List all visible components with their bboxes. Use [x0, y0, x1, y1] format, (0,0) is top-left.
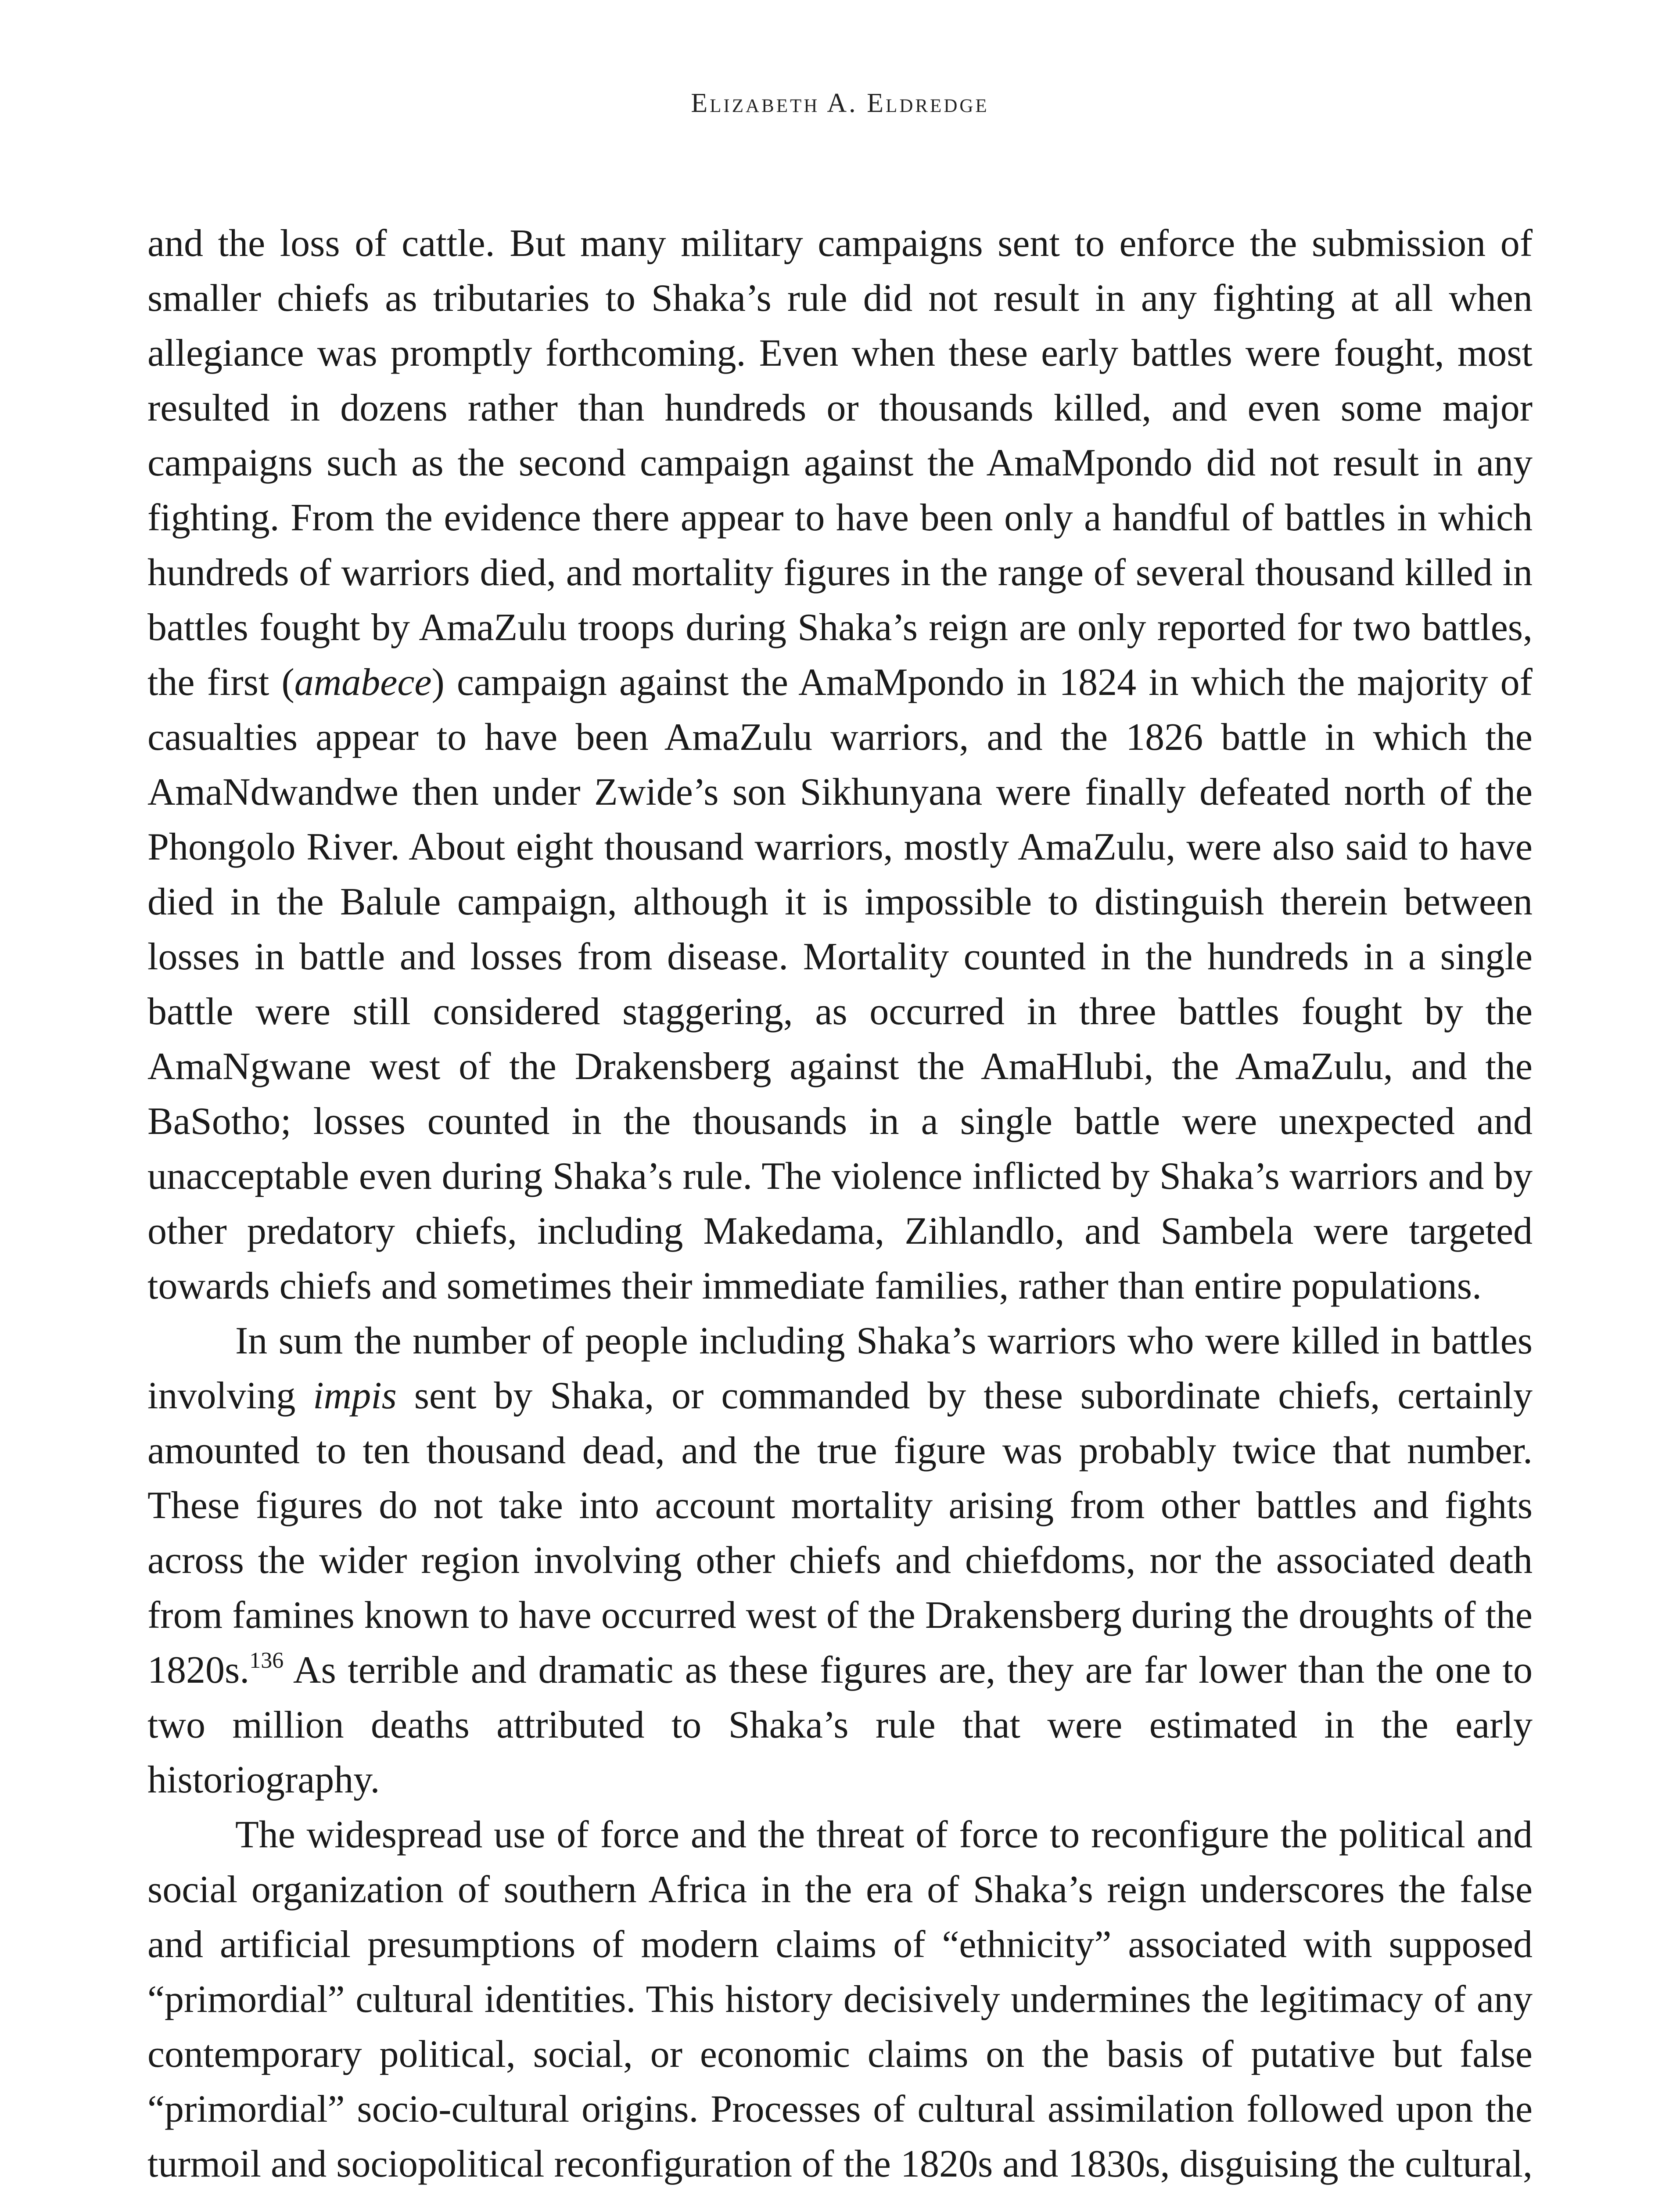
running-head: Elizabeth A. Eldredge	[691, 88, 989, 118]
paragraph-2-text-b: sent by Shaka, or commanded by these subordinate chiefs, certainly amounted to ten thousand dead, and the true figure was probably twice that number. These figures do not take into account mortality arising from other battles and fights across the wider region involving other chiefs and chiefdoms, nor the associated death from famines known to have occurred west of the Drakensberg during the droughts of the 1820s.	[147, 1375, 1533, 1691]
footnote-ref-136[interactable]: 136	[249, 1648, 284, 1673]
italic-term-impis: impis	[313, 1375, 397, 1417]
paragraph-1-text-a: and the loss of cattle. But many military campaigns sent to enforce the submission of smaller chiefs as tributaries to Shaka’s rule did not result in any fighting at all when allegiance was promptly forthcoming. Even when these early battles were fought, most resulted in dozens rather than hundreds or thousands killed, and even some major campaigns such as the second campaign against the AmaMpondo did not result in any fighting. From the evidence there appear to have been only a handful of battles in which hundreds of warriors died, and mortality figures in the range of several thousand killed in battles fought by AmaZulu troops during Shaka’s reign are only reported for two battles, the first (	[147, 222, 1533, 704]
paragraph-3-text: The widespread use of force and the threat of force to reconfigure the political and social organization of southern Africa in the era of Shaka’s reign underscores the false and artificial presumptions of modern claims of “ethnicity” associated with supposed “primordial” cultural identities. This history decisively undermines the legitimacy of any contemporary political, social, or economic claims on the basis of putative but false “primordial” socio-cultural origins. Processes of cultural assimilation followed upon the turmoil and sociopolitical reconfiguration of the 1820s and 1830s, disguising the cultural,	[147, 1814, 1533, 2185]
paragraph-1-text-b: ) campaign against the AmaMpondo in 1824 in which the majority of casualties appear to have been AmaZulu warriors, and the 1826 battle in which the AmaNdwandwe then under Zwide’s son Sikhunyana were finally defeated north of the Phongolo River. About eight thousand warriors, mostly AmaZulu, were also said to have died in the Balule campaign, although it is impossible to distinguish therein between losses in battle and losses from disease. Mortality counted in the hundreds in a single battle were still considered staggering, as occurred in three battles fought by the AmaNgwane west of the Drakensberg against the AmaHlubi, the AmaZulu, and the BaSotho; losses counted in the thousands in a single battle were unexpected and unacceptable even during Shaka’s rule. The violence inflicted by Shaka’s warriors and by other predatory chiefs, including Makedama, Zihlandlo, and Sambela were targeted towards chiefs and sometimes their immediate families, rather than entire populations.	[147, 661, 1533, 1307]
paragraph-2	[147, 1313, 1533, 1807]
paragraph-3	[147, 1807, 1533, 2195]
italic-term-amabece: amabece	[294, 661, 432, 704]
paragraph-2-text-a: In sum the number of people including Shaka’s warriors who were killed in battles involving	[147, 1320, 1533, 1417]
paragraph-1	[147, 216, 1533, 1313]
body-text	[147, 216, 1533, 2195]
paragraph-2-text-c: As terrible and dramatic as these figures are, they are far lower than the one to two million deaths attributed to Shaka’s rule that were estimated in the early historiography.	[147, 1649, 1533, 1801]
